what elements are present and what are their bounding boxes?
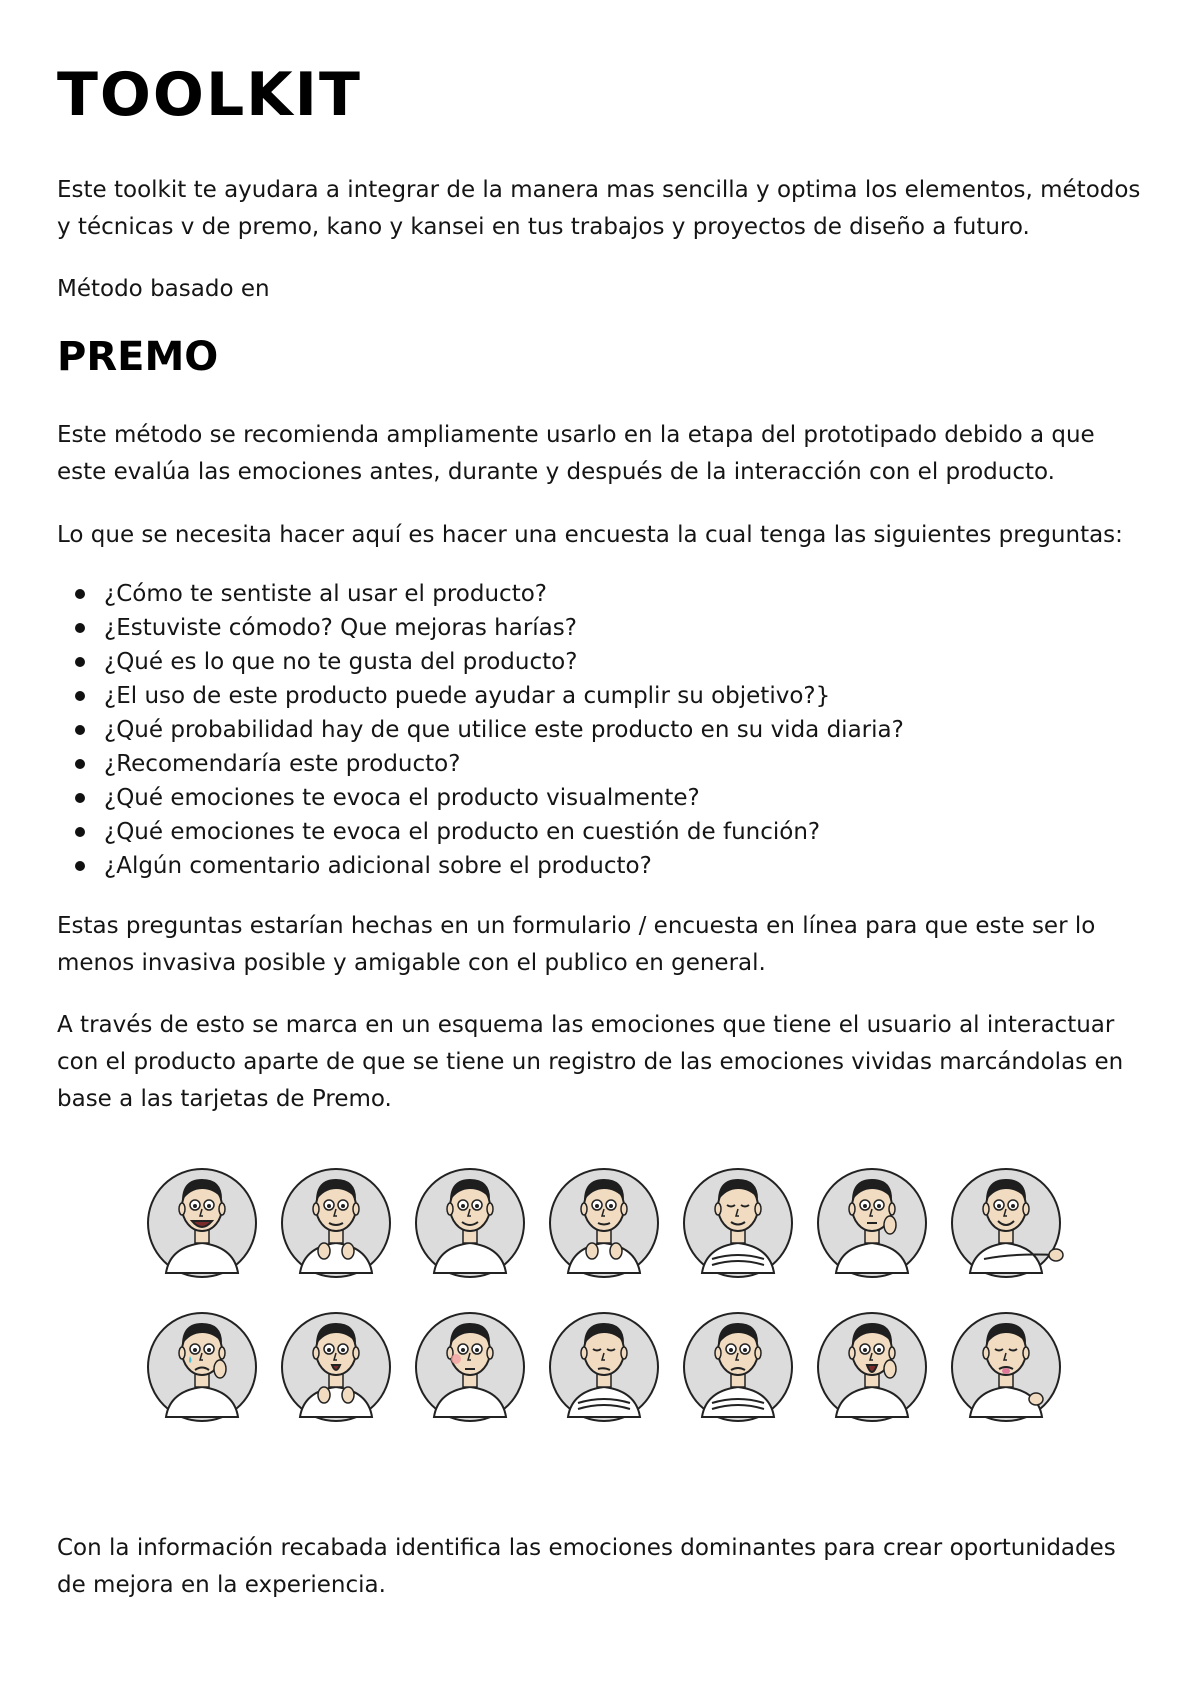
survey-format-paragraph: Estas preguntas estarían hechas en un formulario / encuesta en línea para que este ser lo menos invasiva posible y amigable con el publico en general. xyxy=(57,913,1096,976)
question-item xyxy=(57,645,1057,679)
pride-icon xyxy=(408,1155,532,1279)
question-text: ¿Qué probabilidad hay de que utilice este producto en su vida diaria? xyxy=(104,717,904,743)
question-text: ¿Recomendaría este producto? xyxy=(104,751,461,777)
bullet-icon xyxy=(75,793,85,803)
bullet-icon xyxy=(75,589,85,599)
section-title: PREMO xyxy=(57,334,219,380)
survey-intro: Lo que se necesita hacer aquí es hacer una encuesta la cual tenga las siguientes preguntas: xyxy=(57,522,1123,548)
question-item xyxy=(57,611,1057,645)
question-item xyxy=(57,747,1057,781)
question-text: ¿Qué es lo que no te gusta del producto? xyxy=(104,649,578,675)
method-label: Método basado en xyxy=(57,276,270,302)
dissatisfaction-icon xyxy=(676,1299,800,1423)
question-text: ¿Cómo te sentiste al usar el producto? xyxy=(104,581,547,607)
bullet-icon xyxy=(75,759,85,769)
negative-emotions-row xyxy=(140,1299,1075,1423)
question-text: ¿Qué emociones te evoca el producto en cuestión de función? xyxy=(104,819,821,845)
sadness-icon xyxy=(140,1299,264,1423)
shame-icon xyxy=(408,1299,532,1423)
admiration-icon xyxy=(542,1155,666,1279)
boredom-icon xyxy=(810,1299,934,1423)
fear-icon xyxy=(274,1299,398,1423)
disgust-icon xyxy=(944,1299,1068,1423)
joy-icon xyxy=(140,1155,264,1279)
questions-list xyxy=(57,577,1057,883)
question-item xyxy=(57,577,1057,611)
satisfaction-icon xyxy=(676,1155,800,1279)
intro-paragraph: Este toolkit te ayudara a integrar de la manera mas sencilla y optima los elementos, métodos y técnicas v de premo, kano y kansei en tus trabajos y proyectos de diseño a futuro. xyxy=(57,177,1141,240)
conclusion-paragraph: Con la información recabada identifica las emociones dominantes para crear oportunidades de mejora en la experiencia. xyxy=(57,1535,1116,1598)
document-title: TOOLKIT xyxy=(57,60,362,130)
bullet-icon xyxy=(75,657,85,667)
question-text: ¿Qué emociones te evoca el producto visualmente? xyxy=(104,785,700,811)
question-item xyxy=(57,679,1057,713)
question-item xyxy=(57,713,1057,747)
contempt-icon xyxy=(542,1299,666,1423)
bullet-icon xyxy=(75,623,85,633)
question-item xyxy=(57,849,1057,883)
question-text: ¿El uso de este producto puede ayudar a cumplir su objetivo?} xyxy=(104,683,831,709)
hope-icon xyxy=(274,1155,398,1279)
emotion-record-paragraph: A través de esto se marca en un esquema las emociones que tiene el usuario al interactuar con el producto aparte de que se tiene un registro de las emociones vividas marcándolas en base a las tarjetas de Premo. xyxy=(57,1012,1124,1112)
question-text: ¿Estuviste cómodo? Que mejoras harías? xyxy=(104,615,577,641)
premo-description: Este método se recomienda ampliamente usarlo en la etapa del prototipado debido a que este evalúa las emociones antes, durante y después de la interacción con el producto. xyxy=(57,422,1095,485)
question-item xyxy=(57,815,1057,849)
question-text: ¿Algún comentario adicional sobre el producto? xyxy=(104,853,652,879)
bullet-icon xyxy=(75,691,85,701)
premo-cards-grid xyxy=(140,1155,1075,1443)
question-item xyxy=(57,781,1057,815)
attraction-icon xyxy=(944,1155,1068,1279)
bullet-icon xyxy=(75,725,85,735)
fascination-icon xyxy=(810,1155,934,1279)
bullet-icon xyxy=(75,827,85,837)
positive-emotions-row xyxy=(140,1155,1075,1279)
bullet-icon xyxy=(75,861,85,871)
